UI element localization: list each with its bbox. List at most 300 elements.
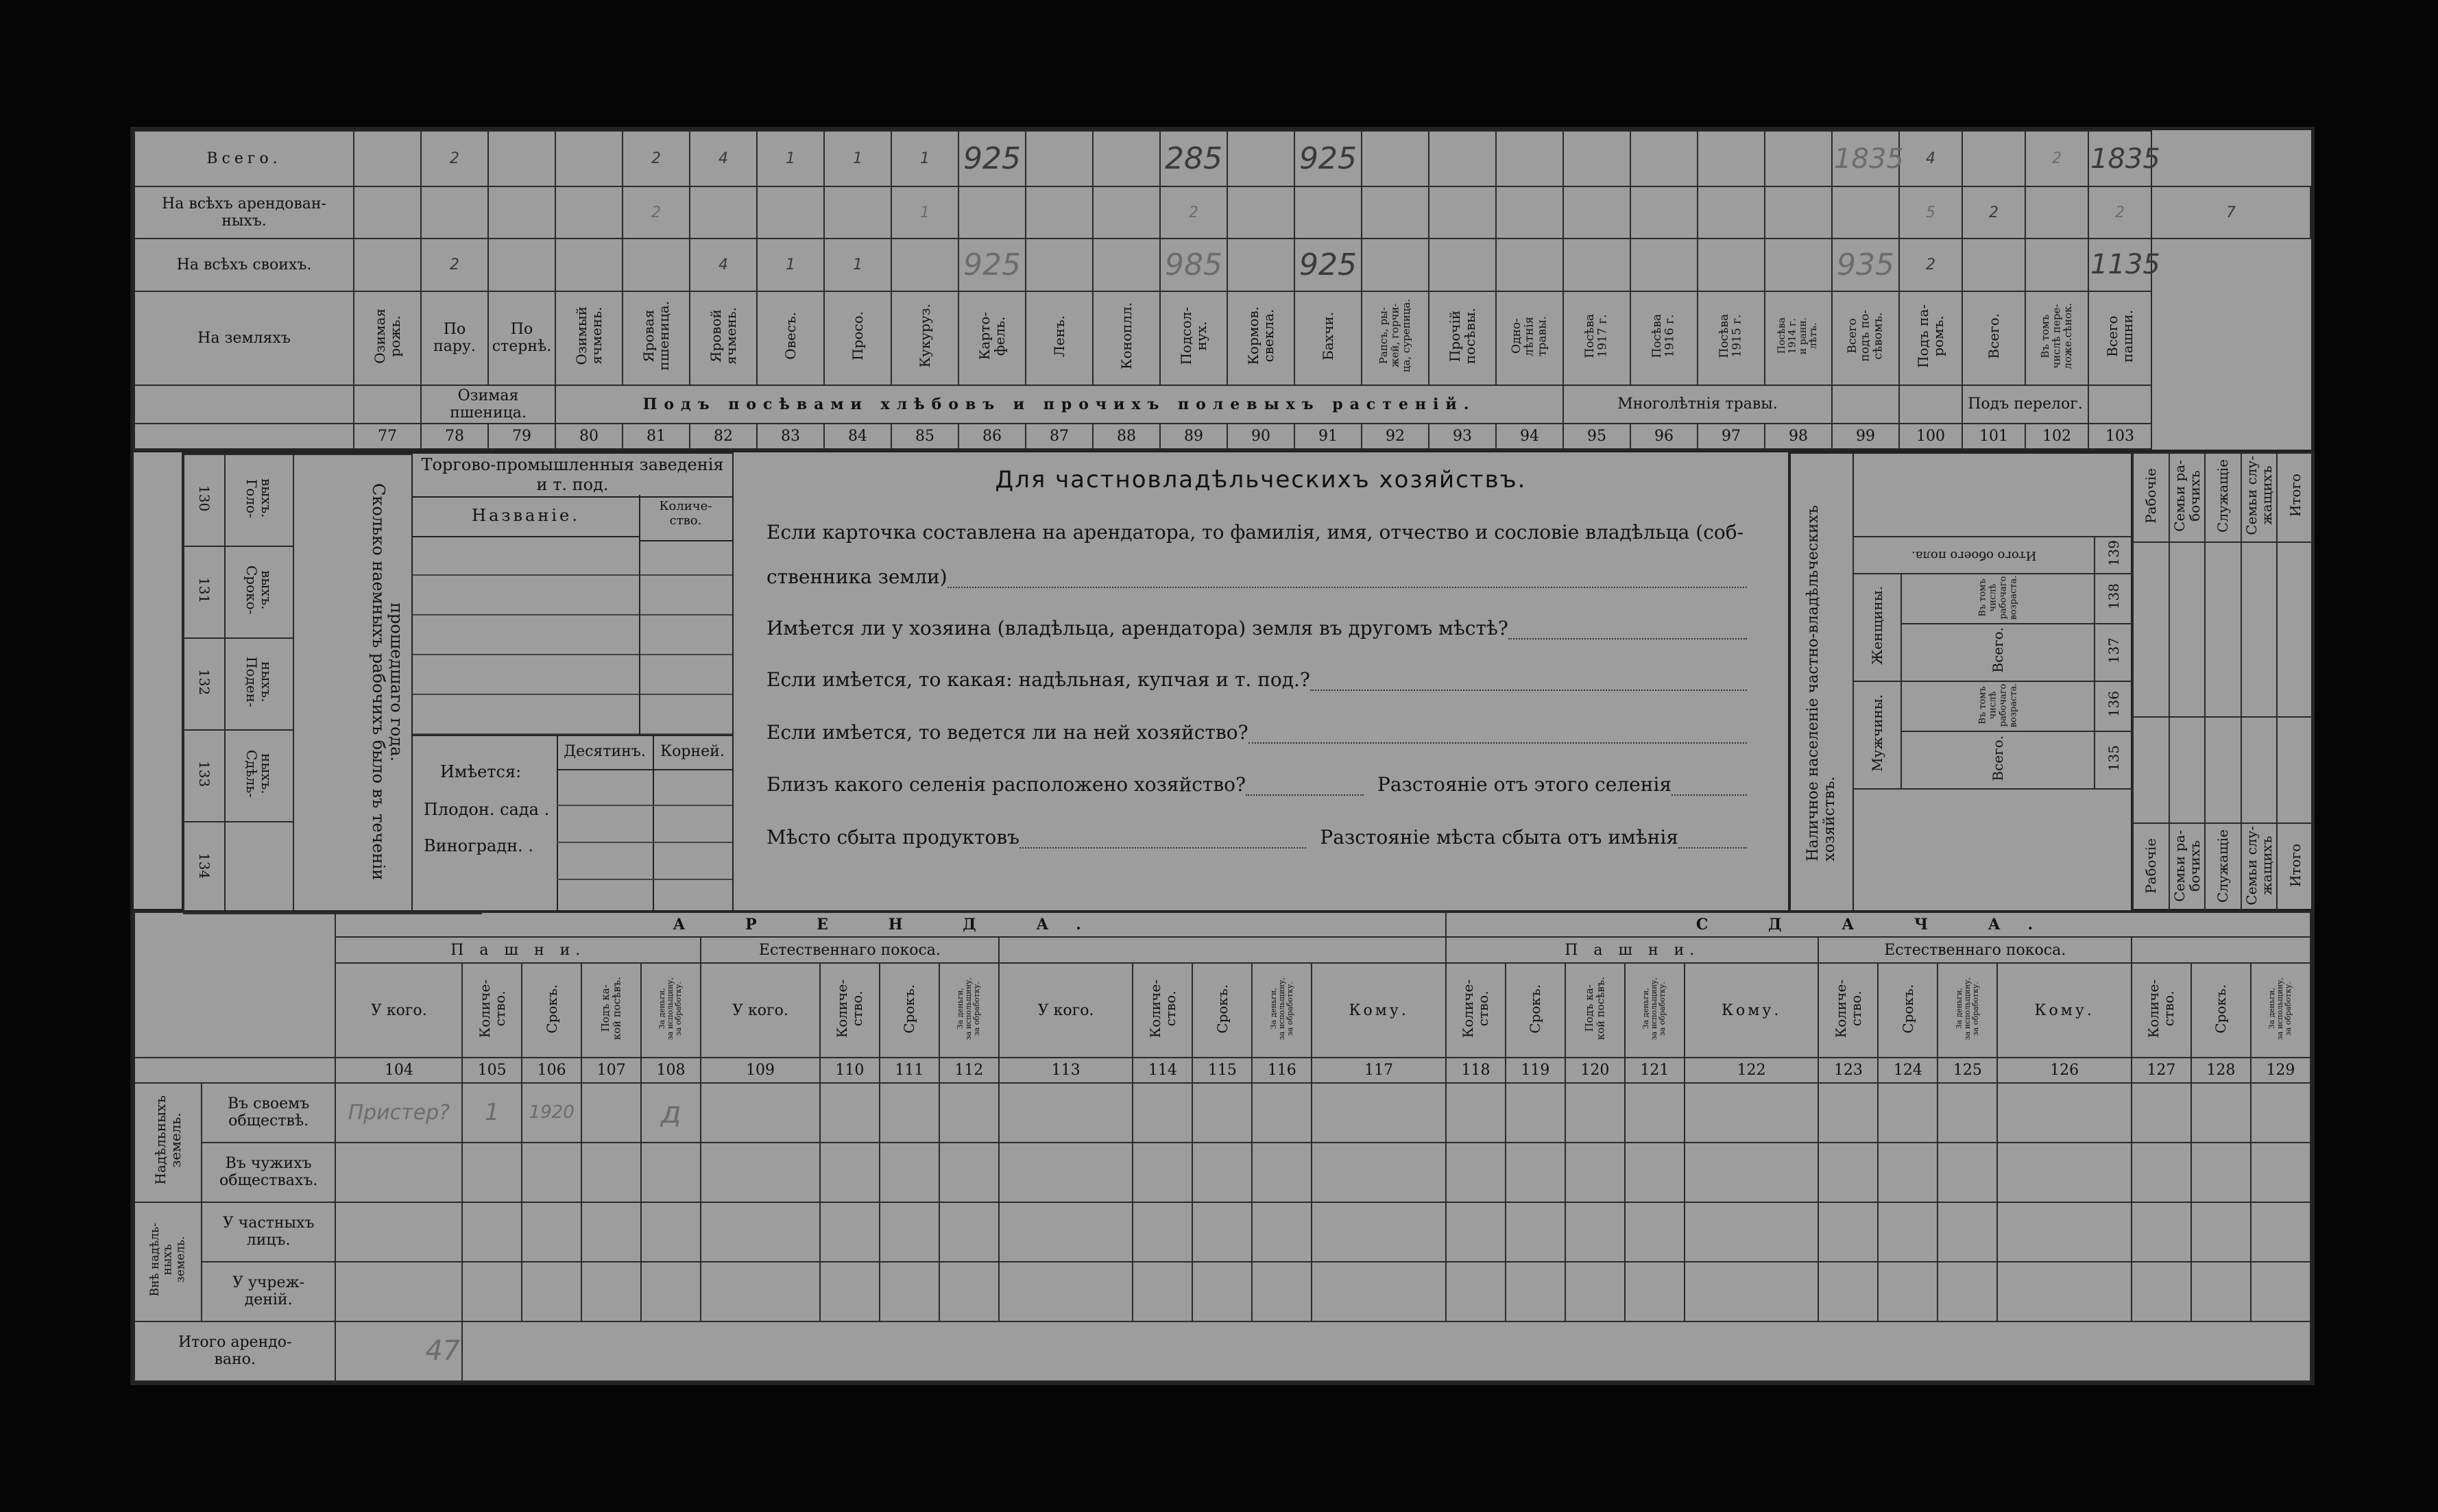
pop-num-text: 135 <box>2105 744 2122 771</box>
trade-name-head: Названіе. <box>413 495 640 537</box>
orchard-labels <box>413 735 558 913</box>
cell <box>335 1202 462 1262</box>
cell <box>2191 1083 2251 1143</box>
hired-head-text: Голо- выхъ. <box>243 478 275 518</box>
crops-table <box>134 130 2311 450</box>
right-head-text: Рабочіе <box>2143 467 2160 524</box>
col-head-text: Яровой ячмень. <box>708 307 739 365</box>
col-num: 104 <box>335 1058 462 1082</box>
col-num: 122 <box>1685 1058 1819 1082</box>
cell <box>1133 1143 1192 1202</box>
pop-num <box>2095 681 2133 731</box>
cell <box>1506 1083 1565 1143</box>
pop-num-text: 139 <box>2105 539 2122 566</box>
col-num: 112 <box>939 1058 999 1082</box>
row-own <box>134 239 2310 291</box>
col-head <box>1698 291 1765 385</box>
q3: Если имѣется, то какая: надѣльная, купчая и т. под.? <box>767 668 1310 691</box>
col-num: 95 <box>1563 424 1630 449</box>
col-num: 89 <box>1160 424 1227 449</box>
q3-row <box>767 668 1747 691</box>
cell <box>1252 1262 1312 1321</box>
cell <box>690 186 757 239</box>
col-num: 103 <box>2088 424 2151 449</box>
col-head: Кому. <box>1312 963 1446 1058</box>
hw-cell: 5 <box>1899 186 1962 239</box>
col-head-text: За деньги, за испольщину, за обработку. <box>657 977 684 1040</box>
right-foot <box>2241 823 2278 912</box>
cell <box>2025 239 2088 291</box>
col-head-text: Количе- ство. <box>476 979 508 1038</box>
col-head <box>690 291 757 385</box>
col-num: 85 <box>891 424 958 449</box>
col-head <box>1093 291 1160 385</box>
cell <box>462 1202 522 1262</box>
hw-cell: 2 <box>2088 186 2151 239</box>
cell <box>1625 1083 1685 1143</box>
cell <box>581 1143 641 1202</box>
col-head <box>1429 291 1496 385</box>
col-num: 108 <box>641 1058 701 1082</box>
col-num: 86 <box>958 424 1026 449</box>
row-label-rented: На всѣхъ арендован- ныхъ. <box>134 186 354 239</box>
hired-head-text: Сдѣль- ныхъ. <box>243 749 275 798</box>
col-num: 96 <box>1630 424 1698 449</box>
col-head <box>1192 963 1252 1058</box>
cell <box>1446 1202 1506 1262</box>
col-num: 113 <box>999 1058 1133 1082</box>
cell <box>1362 131 1429 186</box>
cell <box>1312 1083 1446 1143</box>
cell <box>1997 1143 2132 1202</box>
col-num: 94 <box>1496 424 1563 449</box>
trade-title: Торгово-промышленныя заведенія и т. под. <box>413 454 732 498</box>
lease-section <box>132 910 2313 1383</box>
women-label: Женщины. <box>1869 585 1885 665</box>
col-head-text: Просо. <box>849 311 866 361</box>
lease-table <box>134 912 2311 1382</box>
group-pokos: Естественнаго покоса. <box>1818 937 2132 963</box>
col-num: 90 <box>1227 424 1294 449</box>
right-head <box>2205 453 2241 542</box>
cell <box>2251 1262 2310 1321</box>
cell <box>701 1202 820 1262</box>
hw-cell: 925 <box>958 239 1026 291</box>
answer-line <box>1019 826 1306 849</box>
col-num: 99 <box>1832 424 1899 449</box>
col-head-text: Срокъ. <box>543 984 560 1034</box>
col-head <box>1362 291 1429 385</box>
col-head-text: Количе- ство. <box>834 979 866 1038</box>
col-head-text: Всего. <box>1986 313 2002 359</box>
col-num: 88 <box>1093 424 1160 449</box>
q4-row <box>767 721 1747 744</box>
cell <box>354 239 421 291</box>
col-head-text: Озимый ячмень. <box>573 306 605 365</box>
col-num: 101 <box>1962 424 2025 449</box>
cell <box>1192 1262 1252 1321</box>
col-num: 109 <box>701 1058 820 1082</box>
cell <box>1997 1202 2132 1262</box>
row-rented <box>134 186 2310 239</box>
col-head <box>958 291 1026 385</box>
col-head-text: Рапсъ, ры- жей, горчи- ца, сурепица. <box>1377 299 1413 373</box>
col-head <box>555 291 623 385</box>
trade-divider <box>639 536 640 735</box>
hw-cell: 1 <box>891 131 958 186</box>
col-head <box>1133 963 1192 1058</box>
trade-block <box>411 452 734 912</box>
right-head-text: Итого <box>2286 474 2304 517</box>
cell <box>1563 239 1630 291</box>
cell <box>1312 1143 1446 1202</box>
hw-cell: 2 <box>1899 239 1962 291</box>
hw-cell: 4 <box>1899 131 1962 186</box>
hired-num-text: 130 <box>196 485 213 512</box>
women-cell <box>1853 574 1901 681</box>
cell <box>820 1143 880 1202</box>
cell <box>1997 1262 2132 1321</box>
right-foot <box>2169 823 2206 912</box>
q2-row <box>767 617 1747 639</box>
col-head-text: Количе- ство. <box>1832 979 1864 1038</box>
cell <box>1938 1202 1997 1262</box>
cell <box>134 1058 335 1082</box>
col-head <box>354 291 421 385</box>
hw-cell: 1 <box>757 239 824 291</box>
group-pokos: Естественнаго покоса. <box>701 937 999 963</box>
col-head: Кому. <box>1997 963 2132 1058</box>
col-head-text: Посѣва 1916 г. <box>1650 313 1677 358</box>
col-num: 120 <box>1565 1058 1625 1082</box>
hw-cell: 2 <box>421 239 488 291</box>
col-num: 102 <box>2025 424 2088 449</box>
vne-label: Внѣ надѣль- ныхъ земель. <box>147 1223 188 1297</box>
col-num: 125 <box>1938 1058 1997 1082</box>
trade-lines <box>413 536 732 736</box>
hired-num-text: 131 <box>196 576 213 604</box>
col-head <box>623 291 690 385</box>
cell <box>581 1083 641 1143</box>
cell <box>335 1262 462 1321</box>
hired-num-text: 134 <box>196 852 213 879</box>
cell <box>820 1202 880 1262</box>
col-num: 118 <box>1446 1058 1506 1082</box>
cell <box>623 239 690 291</box>
col-head <box>2025 291 2088 385</box>
lease-group-row <box>134 937 2310 963</box>
hw-cell: 1835 <box>1832 131 1899 186</box>
fruit-label: Плодон. сада . <box>424 800 550 819</box>
cell <box>1429 186 1496 239</box>
col-num: 97 <box>1698 424 1765 449</box>
lease-band-row <box>134 912 2310 937</box>
cell <box>1765 239 1832 291</box>
cell <box>939 1262 999 1321</box>
lease-row-own-society <box>134 1083 2310 1143</box>
cell <box>1878 1083 1938 1143</box>
cell <box>1026 131 1093 186</box>
cell <box>1252 1143 1312 1202</box>
col-head <box>757 291 824 385</box>
orchard-block <box>413 735 732 913</box>
cell <box>939 1143 999 1202</box>
hired-num <box>184 454 225 546</box>
hired-head <box>225 454 293 546</box>
col-num: 92 <box>1362 424 1429 449</box>
col-num: 100 <box>1899 424 1962 449</box>
right-foot-text: Служащіе <box>2214 829 2232 903</box>
col-head-text: Коноплл. <box>1118 302 1135 370</box>
pop-sub-text: Всего. <box>1990 627 2006 674</box>
hired-num <box>184 638 225 730</box>
cell <box>1362 239 1429 291</box>
col-head <box>1252 963 1312 1058</box>
cell <box>1133 1083 1192 1143</box>
pop-sub-text: Въ томъ числѣ рабочаго возраста. <box>1977 683 2018 728</box>
pop-row-total <box>1853 537 2133 574</box>
cell <box>641 1262 701 1321</box>
col-num: 121 <box>1625 1058 1685 1082</box>
lease-row-total <box>134 1321 2310 1381</box>
hw-cell: 1135 <box>2088 239 2151 291</box>
cell <box>999 1262 1133 1321</box>
col-head <box>1227 291 1294 385</box>
col-head-text: Посѣва 1915 г. <box>1717 313 1744 358</box>
cell <box>134 424 354 449</box>
right-foot <box>2205 823 2241 912</box>
col-num: 126 <box>1997 1058 2132 1082</box>
cell <box>1429 131 1496 186</box>
q6-row <box>767 826 1747 849</box>
col-num: 111 <box>880 1058 939 1082</box>
nadel-label: Надѣльныхъ земель. <box>152 1095 184 1185</box>
pop-row <box>1853 681 2133 731</box>
col-head <box>2132 963 2191 1058</box>
col-head-text: Подъ па- ромъ. <box>1915 304 1946 368</box>
cell <box>939 1083 999 1143</box>
q1b: ственника земли) <box>767 565 948 588</box>
pop-num <box>2095 574 2133 624</box>
census-card <box>130 127 2315 1385</box>
cell <box>1252 1083 1312 1143</box>
q2: Имѣется ли у хозяина (владѣльца, арендатора) земля въ другомъ мѣстѣ? <box>767 617 1508 639</box>
right-head-text: Служащіе <box>2214 459 2232 533</box>
col-num: 78 <box>421 424 488 449</box>
col-head: У кого. <box>999 963 1133 1058</box>
cell <box>1227 131 1294 186</box>
right-head <box>2169 453 2206 542</box>
hw-cell: 2 <box>1962 186 2025 239</box>
cell <box>1227 186 1294 239</box>
hired-head <box>225 822 293 914</box>
land-label: На земляхъ <box>134 291 354 385</box>
cell <box>555 186 623 239</box>
cell <box>880 1143 939 1202</box>
cell <box>1192 1143 1252 1202</box>
right-head <box>2133 453 2169 542</box>
cell <box>2088 385 2151 424</box>
vine-label: Виноградн. . <box>424 836 533 855</box>
grass-group: Многолѣтнія травы. <box>1563 385 1832 424</box>
col-num: 77 <box>354 424 421 449</box>
cell <box>999 1202 1133 1262</box>
cell <box>880 1083 939 1143</box>
col-num: 82 <box>690 424 757 449</box>
middle-section <box>132 451 2313 910</box>
hw-cell: 1 <box>824 131 891 186</box>
col-num: 79 <box>488 424 555 449</box>
row-label-own: На всѣхъ своихъ. <box>134 239 354 291</box>
lease-row-other-society <box>134 1143 2310 1202</box>
nadel-cell <box>134 1083 202 1202</box>
col-head-text: Количе- ство. <box>1146 979 1179 1038</box>
cell <box>1832 186 1899 239</box>
cell <box>2169 717 2206 823</box>
population-vertical: Наличное населеніе частно-владѣльческихъ хозяйствъ. <box>1804 505 1838 862</box>
col-head <box>1938 963 1997 1058</box>
col-num: 114 <box>1133 1058 1192 1082</box>
col-head: У кого. <box>701 963 820 1058</box>
pop-total-text: Итого обоего пола. <box>1911 548 2037 563</box>
cell <box>1133 1202 1192 1262</box>
col-head-text: Подъ ка- кой посѣвъ. <box>599 977 623 1040</box>
cell <box>701 1083 820 1143</box>
cell <box>1093 131 1160 186</box>
hw-cell: 2 <box>623 131 690 186</box>
cell <box>555 239 623 291</box>
cell <box>1685 1202 1819 1262</box>
col-head <box>2088 291 2151 385</box>
cell <box>1698 239 1765 291</box>
col-head-text: Яровая пшеница. <box>640 301 672 371</box>
hw-cell: 7 <box>2151 186 2310 239</box>
men-label: Мужчины. <box>1869 694 1885 772</box>
cell <box>2241 542 2278 717</box>
col-head <box>1563 291 1630 385</box>
col-head-text: За деньги, за испольщину, за обработку. <box>1268 977 1294 1040</box>
right-head <box>2277 453 2313 542</box>
cell <box>939 1202 999 1262</box>
col-head-text: Всего пашни. <box>2104 309 2136 363</box>
q1b-row <box>767 565 1747 588</box>
answer-line <box>1248 721 1747 744</box>
cell <box>522 1143 581 1202</box>
col-num: 87 <box>1026 424 1093 449</box>
col-head <box>581 963 641 1058</box>
col-head <box>1630 291 1698 385</box>
group-blank <box>2132 937 2310 963</box>
cell <box>421 186 488 239</box>
cell <box>1133 1262 1192 1321</box>
col-head-text: За деньги, за испольщину, за обработку. <box>2267 977 2293 1040</box>
hw-cell: 1 <box>462 1083 522 1143</box>
cell <box>1093 239 1160 291</box>
hw-cell <box>354 131 421 186</box>
group-blank <box>999 937 1446 963</box>
right-foot-row <box>2133 823 2313 912</box>
col-head-text: Одно- лѣтнія травы. <box>1509 315 1549 356</box>
col-num: 91 <box>1294 424 1362 449</box>
cell <box>1878 1262 1938 1321</box>
hw-cell: 1920 <box>522 1083 581 1143</box>
cell <box>2025 186 2088 239</box>
answer-line <box>948 565 1747 588</box>
col-head-text: По стернѣ. <box>492 321 552 356</box>
col-num: 123 <box>1818 1058 1878 1082</box>
col-head-text: Прочій посѣвы. <box>1447 307 1478 365</box>
cell <box>581 1202 641 1262</box>
col-head <box>488 291 555 385</box>
cell <box>1192 1202 1252 1262</box>
lease-row-private <box>134 1202 2310 1262</box>
cell <box>1818 1262 1878 1321</box>
lease-row-institutions <box>134 1262 2310 1321</box>
fallow-group: Подъ перелог. <box>1962 385 2088 424</box>
sdacha-band: С Д А Ч А. <box>1446 912 2310 937</box>
wheat-group: Озимая пшеница. <box>421 385 555 424</box>
cell <box>2251 1202 2310 1262</box>
cell <box>1698 131 1765 186</box>
cell <box>1685 1262 1819 1321</box>
cell <box>462 1143 522 1202</box>
col-head-text: Бахчи. <box>1320 311 1336 361</box>
cell <box>2205 542 2241 717</box>
cell <box>820 1083 880 1143</box>
cell <box>1899 385 1962 424</box>
col-head <box>421 291 488 385</box>
col-num: 117 <box>1312 1058 1446 1082</box>
answer-line <box>1508 617 1747 639</box>
cell <box>522 1202 581 1262</box>
cell <box>701 1143 820 1202</box>
hw-cell: 925 <box>1294 131 1362 186</box>
cell <box>2169 542 2206 717</box>
cell <box>2205 717 2241 823</box>
hired-num <box>184 730 225 822</box>
private-farms-block <box>734 452 1789 912</box>
cell <box>2277 542 2313 717</box>
cell <box>2133 542 2169 717</box>
cell <box>641 1202 701 1262</box>
hired-head-text: Поден- ныхъ. <box>243 657 275 707</box>
cell <box>2132 1202 2191 1262</box>
right-head <box>2241 453 2278 542</box>
col-head <box>1818 963 1878 1058</box>
col-head <box>1506 963 1565 1058</box>
cell <box>1818 1202 1878 1262</box>
col-head-text: Срокъ. <box>1214 984 1231 1034</box>
col-head-text: Въ томъ числѣ пере- ложе.сѣнок. <box>2039 302 2075 369</box>
cell <box>1446 1262 1506 1321</box>
cell <box>1563 131 1630 186</box>
col-head-text: Карто- фель. <box>976 311 1008 361</box>
answer-line <box>1671 773 1747 796</box>
col-head-text: Количе- ство. <box>2145 979 2177 1038</box>
cell <box>1832 385 1899 424</box>
group-pashni: П а ш н и. <box>1446 937 1818 963</box>
col-head-text: Срокъ. <box>2212 984 2230 1034</box>
cell <box>354 186 421 239</box>
right-foot-text: Семьи слу- жащихъ <box>2243 826 2276 905</box>
answer-line <box>1310 668 1747 691</box>
cell <box>1962 239 2025 291</box>
col-head <box>1765 291 1832 385</box>
cell <box>1362 186 1429 239</box>
hw-cell: 925 <box>1294 239 1362 291</box>
population-table <box>1852 536 2134 790</box>
cell <box>880 1202 939 1262</box>
